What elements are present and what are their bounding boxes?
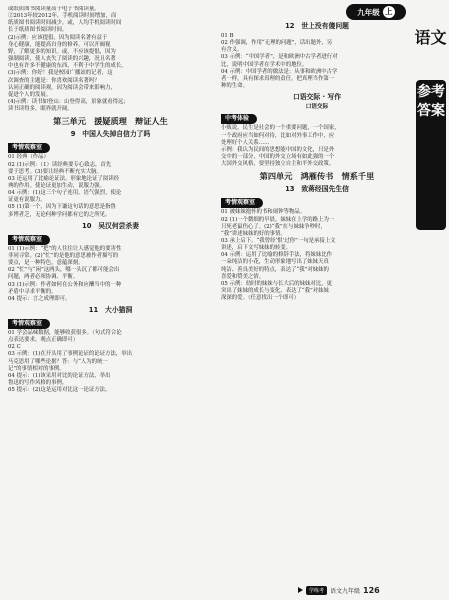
left-column <box>8 6 213 574</box>
answer-line: 矛盾中寻求平衡的。 <box>8 288 57 295</box>
answer-line: (3)示例：你好！我是校园广播站的记者，这 <box>8 70 113 77</box>
answer-line: 身心健康，能提高自身的修养，可以开阔视 <box>8 41 111 48</box>
section-tag: 考情观察室 <box>221 198 263 208</box>
section-tag: 考情观察室 <box>8 143 50 153</box>
lesson-12-title: 12 世上没有傻问题 <box>285 22 349 30</box>
answer-line: 02 (1)示例：（1）读经典要专心致志，首先 <box>8 161 112 168</box>
arrow-icon <box>298 587 303 593</box>
grade-label: 九年级 <box>357 7 380 17</box>
answer-line: 大国外交风格，要坚持独立自主和平外交政策。 <box>221 161 335 168</box>
answer-line: 02 作强调，作用“无理的问题”，话出题外，另 <box>221 40 333 47</box>
answer-line: 处理好个人关系…… <box>221 139 270 146</box>
section-tag: 考情观察室 <box>8 235 50 245</box>
exam-experience-tag: 中考体验 <box>221 114 257 124</box>
answer-line: 01 B <box>221 33 234 39</box>
lesson-11-answers <box>8 330 213 394</box>
answer-line: 认同正确的阅读观，因为阅读会带来影响力， <box>8 84 116 91</box>
answer-line: (4)示例：读书如登山：山登得高，景象就看得远； <box>8 99 129 106</box>
answer-line: 马克思用了哪些论据？答：与“人为的统一 <box>8 358 108 365</box>
lesson-9-answers <box>8 154 213 218</box>
oral-subtitle: 口语交际 <box>305 104 329 111</box>
answer-line: 01 (1)示例：“把”的人往往让人感觉他的要害性 <box>8 245 122 252</box>
page-footer <box>298 584 380 596</box>
answer-line: 03 (1)示例：作者如何在公务和应酬当中的一种 <box>8 281 122 288</box>
page-number: 126 <box>363 585 380 595</box>
series-chip: 学练考 <box>306 586 327 595</box>
section-tag: 考情观察室 <box>8 319 50 329</box>
answer-line: 纸质图书阅读时间减少。或，人均手机阅读时间 <box>8 20 122 27</box>
answer-line: 纯洁、善良美好的特点，表达了“我”对妹妹的 <box>221 266 329 273</box>
answer-line: 03 示例：“中国学者”，是和欧洲中古学者进行对 <box>221 54 338 61</box>
oral-writing-title: 口语交际 · 写作 <box>292 93 342 102</box>
answer-line: 种的生命。 <box>221 83 248 90</box>
answer-line: 野，了解更多的知识。或，不应该提倡，因为 <box>8 48 116 55</box>
answer-line: 03 还运用了比喻论证法。形象地论证了阅读经 <box>8 175 119 182</box>
subject-vertical-label: 语文 <box>414 28 447 47</box>
footer-text: 语文九年级 <box>330 587 361 595</box>
answer-line: 喜爱和赞美之情。 <box>221 273 265 280</box>
answer-line: 05 提示：(2)这是运用对比这一论证方法。 <box>8 387 111 394</box>
answer-line: 04 示例：中国学者的做法是：从事和欧洲中古学 <box>221 68 338 75</box>
answer-line: 04 提示：(1)该采用对比的论证方法，举出 <box>8 372 111 379</box>
answer-line: 要点，是一种特色，意蕴深刻。 <box>8 260 84 267</box>
answer-line: 一朵纯洁的小花，生动形象地写出了妹妹天真 <box>221 259 329 266</box>
lesson-10-answers <box>8 246 213 303</box>
grade-badge <box>346 4 406 20</box>
unit-title: 第三单元 援疑质理 辩证人生 <box>53 116 168 127</box>
answer-line: 要于思考。(3)要让经典不断充实大脑。 <box>8 168 102 175</box>
lesson-9-title: 9 中国人失掉自信力了吗 <box>70 130 151 139</box>
answer-line: 中也有许多不健康的东西，不利于中学生的成长。 <box>8 63 127 70</box>
answer-line: 示例：我认为民间的思想能中国的文化，只是外 <box>221 146 335 153</box>
answer-line: 促进个人的发展。 <box>8 91 52 98</box>
answer-line: 04 提示：言之成理即可。 <box>8 295 71 302</box>
unit-4-title: 第四单元 鸿雁传书 情系千里 <box>259 171 375 182</box>
answer-line: 04 示例：(1)这三个句子连用，语气强烈，使论 <box>8 190 122 197</box>
answer-line: 非同寻常。(2)“忙”的是他的意思被作者描写的 <box>8 252 119 259</box>
answer-line: 强制阅读，使人丧失了阅读的兴趣，况且名著 <box>8 56 116 63</box>
answer-line: 02 “忙”与“闲”这两头，哪一头沉了都可能会出 <box>8 267 120 274</box>
lesson-13-answers <box>221 209 413 302</box>
answer-line: 鲁迅的写作风格的事例。 <box>8 380 68 387</box>
answers-vertical-label: 参考答案 <box>416 80 446 230</box>
lesson-12-answers <box>221 33 413 90</box>
answer-line: 点表达要求，观点正确即可） <box>8 337 79 344</box>
lesson-11-title: 11 大小猫洞 <box>88 306 133 314</box>
answer-line: 典的作用。使论证更加生动，说服力强。 <box>8 182 106 189</box>
answer-line: “我”讲述妹妹的好的事情。 <box>221 230 286 237</box>
answer-line: 交中的一部分，中国的外交立场有如此强的一个 <box>221 154 335 161</box>
answer-line: 只死老鼠伤心了。(2)“我”在与妹妹争吵时， <box>221 223 326 230</box>
answer-line: 突出了妹妹的成长与变化，表达了“我”对妹妹 <box>221 288 329 295</box>
answer-line: 02 (1)一个微细的早晨，妹妹在上学的路上为一 <box>221 216 335 223</box>
answer-line: 05 (1)第一个，因为下谦这句话的意思是指鲁 <box>8 204 116 211</box>
answer-line: 小贩说，民生是社会的一个重要问题，一个国家， <box>221 125 340 132</box>
answer-line: 03 承上启下。“我曾经‘恨’过你”一句是承接上文 <box>221 237 336 244</box>
answer-line: 多博者乏，无论何种学问都有它的之所见。 <box>8 211 111 218</box>
answer-line: 证更有说服力。 <box>8 197 46 204</box>
answer-line: 05 示例：幼时的妹妹与长大后的妹妹对比，更 <box>221 280 332 287</box>
lesson-13-title: 13 致蒋经国先生信 <box>285 185 349 194</box>
answer-line: 读书读得多，眼界就开阔。 <box>8 106 73 113</box>
answer-line: 03 示例：(1)在开头用了事例论证的论证方法，举出 <box>8 351 133 358</box>
answer-line: 01 被妹妹抱怀的书和闹钟等物品。 <box>221 209 306 216</box>
answer-line: 01 经典（作品） <box>8 154 49 161</box>
answer-line: 问题，两者必须协调、平衡。 <box>8 274 79 281</box>
oral-answers <box>221 125 413 168</box>
answer-line: 讲述，启下文写妹妹的转变。 <box>221 245 292 252</box>
answer-line: 01 学会品味数据，能够收获很多。（句式符合论 <box>8 330 122 336</box>
answer-line: 长于纸质图书阅读时间。 <box>8 27 68 34</box>
answer-line: 深深的爱。（任意找出一个即可） <box>221 295 300 302</box>
right-column <box>221 6 413 574</box>
answer-line: 比，说明中国学者在学术中的地位。 <box>221 61 308 68</box>
answer-line: (2)示例：应该提倡，因为阅读名著有益于 <box>8 34 108 41</box>
answer-line: 记”的事情相对的事例。 <box>8 365 65 372</box>
answer-line: ②2013年较2012年，手机阅读时间增加，而 <box>8 13 117 20</box>
lesson-10-title: 10 吴汉何尝杀妻 <box>81 221 140 230</box>
answer-line: 02 C <box>8 344 21 351</box>
answer-line: 次调查的主题是：你喜欢阅读名著吗？ <box>8 77 100 84</box>
answer-line: 者一样，具有探求真理的责任，把真理当作第一 <box>221 75 335 82</box>
volume-label: 上 <box>383 6 395 18</box>
answer-line: 有含义。 <box>221 47 243 54</box>
answer-line: 或纸质图书阅读量高于电子书阅读量。 <box>8 6 100 12</box>
intro-answer-block <box>8 6 213 113</box>
answer-line: 04 示例：运用了比喻的修辞手法，将妹妹比作 <box>221 252 332 259</box>
answer-line: 一个政府应当如何对待，比如对外事工作中，应 <box>221 132 335 139</box>
